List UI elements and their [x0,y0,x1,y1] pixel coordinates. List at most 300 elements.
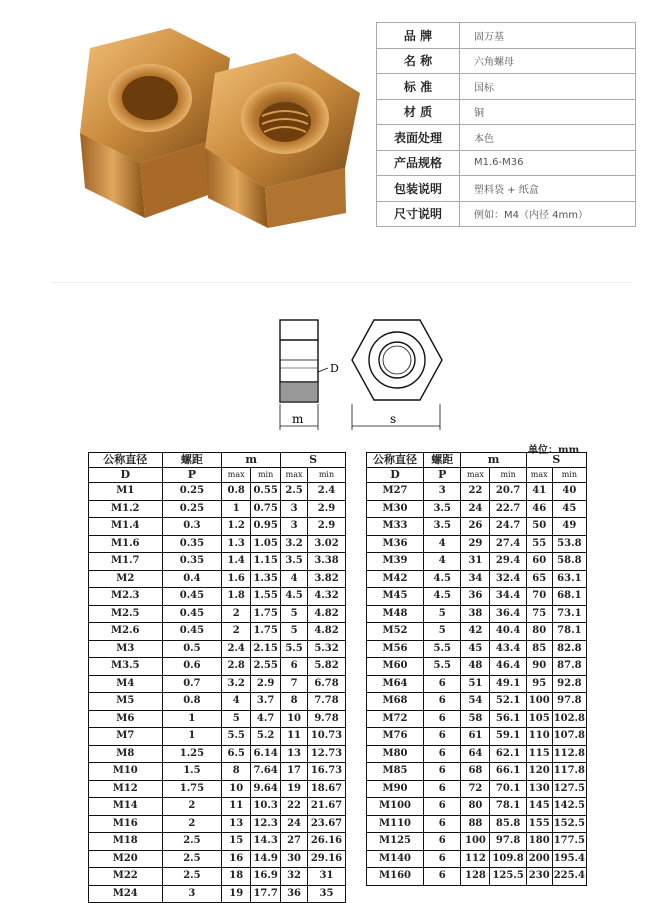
cell-s-max: 41 [526,483,552,501]
cell-nominal-diameter: M1.2 [89,500,163,518]
cell-m-max: 36 [461,588,490,606]
spec-key: 标 准 [377,74,460,100]
header-m: m [461,453,526,468]
cell-m-min: 20.7 [490,483,526,501]
spec-value: 塑料袋 + 纸盒 [460,176,636,202]
cell-s-max: 120 [526,763,552,781]
cell-s-max: 36 [281,885,308,903]
cell-s-min: 82.8 [552,640,586,658]
cell-pitch: 0.8 [162,693,222,711]
cell-m-min: 16.9 [251,868,281,886]
cell-m-min: 10.3 [251,798,281,816]
spec-value: 例如：M4（内径 4mm） [460,201,636,227]
cell-s-max: 155 [526,815,552,833]
cell-s-max: 22 [281,798,308,816]
cell-nominal-diameter: M140 [367,850,424,868]
table-row [89,570,346,588]
cell-pitch: 4.5 [424,588,461,606]
table-row [367,553,587,571]
cell-pitch: 0.3 [162,518,222,536]
cell-pitch: 2 [162,798,222,816]
cell-pitch: 2.5 [162,833,222,851]
cell-s-max: 115 [526,745,552,763]
cell-s-max: 85 [526,640,552,658]
label-d: D [330,362,339,375]
cell-pitch: 5.5 [424,640,461,658]
header-pitch: 螺距 [424,453,461,468]
cell-nominal-diameter: M1.6 [89,535,163,553]
cell-m-min: 0.55 [251,483,281,501]
cell-pitch: 6 [424,868,461,886]
spec-row [377,125,636,151]
cell-m-min: 7.64 [251,763,281,781]
cell-m-min: 4.7 [251,710,281,728]
table-row [367,500,587,518]
cell-s-max: 3.5 [281,553,308,571]
cell-m-max: 112 [461,850,490,868]
table-row [89,693,346,711]
cell-m-max: 2 [222,605,251,623]
spec-key: 尺寸说明 [377,201,460,227]
cell-nominal-diameter: M68 [367,693,424,711]
cell-s-min: 73.1 [552,605,586,623]
cell-s-max: 80 [526,623,552,641]
cell-nominal-diameter: M60 [367,658,424,676]
header-max: max [222,468,251,483]
cell-s-max: 60 [526,553,552,571]
cell-m-max: 4 [222,693,251,711]
cell-m-min: 14.3 [251,833,281,851]
cell-s-max: 5.5 [281,640,308,658]
cell-m-max: 100 [461,833,490,851]
table-row [367,658,587,676]
spec-row [377,99,636,125]
cell-m-max: 6.5 [222,745,251,763]
cell-nominal-diameter: M90 [367,780,424,798]
cell-pitch: 4.5 [424,570,461,588]
cell-s-min: 102.8 [552,710,586,728]
cell-s-max: 5 [281,623,308,641]
cell-nominal-diameter: M10 [89,763,163,781]
cell-m-max: 38 [461,605,490,623]
cell-m-max: 2 [222,623,251,641]
cell-m-min: 46.4 [490,658,526,676]
table-row [367,570,587,588]
cell-m-min: 29.4 [490,553,526,571]
cell-s-min: 31 [308,868,346,886]
cell-m-min: 66.1 [490,763,526,781]
table-row [89,500,346,518]
cell-m-max: 5.5 [222,728,251,746]
cell-pitch: 3 [424,483,461,501]
cell-pitch: 6 [424,710,461,728]
cell-nominal-diameter: M2.6 [89,623,163,641]
cell-m-max: 1.3 [222,535,251,553]
cell-m-max: 22 [461,483,490,501]
cell-s-min: 3.82 [308,570,346,588]
cell-pitch: 6 [424,693,461,711]
cell-m-min: 1.15 [251,553,281,571]
cell-s-max: 32 [281,868,308,886]
cell-s-min: 2.9 [308,518,346,536]
cell-s-max: 65 [526,570,552,588]
brass-hex-nuts-photo [40,18,360,233]
cell-nominal-diameter: M160 [367,868,424,886]
cell-m-max: 34 [461,570,490,588]
table-row [89,553,346,571]
cell-s-min: 68.1 [552,588,586,606]
header-min: min [490,468,526,483]
spec-value: 国标 [460,74,636,100]
cell-m-max: 61 [461,728,490,746]
cell-pitch: 0.7 [162,675,222,693]
cell-s-max: 100 [526,693,552,711]
cell-m-max: 1 [222,500,251,518]
cell-m-min: 27.4 [490,535,526,553]
cell-s-min: 4.32 [308,588,346,606]
cell-pitch: 6 [424,833,461,851]
cell-s-min: 4.82 [308,623,346,641]
cell-s-max: 7 [281,675,308,693]
cell-m-max: 1.4 [222,553,251,571]
cell-m-max: 128 [461,868,490,886]
cell-s-min: 87.8 [552,658,586,676]
cell-m-max: 80 [461,798,490,816]
cell-s-max: 4.5 [281,588,308,606]
cell-s-max: 70 [526,588,552,606]
cell-m-max: 54 [461,693,490,711]
cell-nominal-diameter: M125 [367,833,424,851]
cell-m-max: 29 [461,535,490,553]
cell-s-min: 45 [552,500,586,518]
cell-m-max: 58 [461,710,490,728]
cell-pitch: 5 [424,605,461,623]
cell-m-min: 34.4 [490,588,526,606]
table-row [89,710,346,728]
cell-nominal-diameter: M7 [89,728,163,746]
table-row [89,640,346,658]
cell-s-min: 26.16 [308,833,346,851]
cell-s-min: 9.78 [308,710,346,728]
cell-s-min: 97.8 [552,693,586,711]
cell-s-min: 92.8 [552,675,586,693]
cell-nominal-diameter: M5 [89,693,163,711]
header-m: m [222,453,281,468]
cell-s-min: 177.5 [552,833,586,851]
cell-s-max: 5 [281,605,308,623]
cell-pitch: 0.45 [162,588,222,606]
cell-nominal-diameter: M45 [367,588,424,606]
cell-nominal-diameter: M4 [89,675,163,693]
label-m: m [292,412,304,426]
header-s: S [281,453,346,468]
cell-s-max: 10 [281,710,308,728]
cell-m-max: 8 [222,763,251,781]
cell-s-max: 13 [281,745,308,763]
spec-value: 铜 [460,99,636,125]
cell-s-max: 230 [526,868,552,886]
spec-value: 六角螺母 [460,48,636,74]
cell-m-max: 18 [222,868,251,886]
cell-m-min: 1.35 [251,570,281,588]
table-row [367,780,587,798]
cell-m-min: 125.5 [490,868,526,886]
cell-m-max: 2.8 [222,658,251,676]
cell-nominal-diameter: M14 [89,798,163,816]
cell-m-min: 1.05 [251,535,281,553]
cell-m-min: 2.15 [251,640,281,658]
cell-nominal-diameter: M12 [89,780,163,798]
spec-row [377,74,636,100]
cell-s-max: 3 [281,500,308,518]
cell-m-min: 2.55 [251,658,281,676]
cell-nominal-diameter: M85 [367,763,424,781]
cell-pitch: 0.45 [162,623,222,641]
cell-s-min: 21.67 [308,798,346,816]
cell-pitch: 6 [424,815,461,833]
cell-s-max: 2.5 [281,483,308,501]
table-row [367,745,587,763]
cell-s-max: 30 [281,850,308,868]
header-min: min [251,468,281,483]
cell-nominal-diameter: M2.5 [89,605,163,623]
cell-s-max: 3 [281,518,308,536]
table-row [367,605,587,623]
cell-s-max: 130 [526,780,552,798]
table-row [89,728,346,746]
cell-s-min: 18.67 [308,780,346,798]
spec-value: 固万基 [460,23,636,49]
table-row [367,588,587,606]
cell-nominal-diameter: M72 [367,710,424,728]
cell-pitch: 4 [424,553,461,571]
cell-pitch: 0.5 [162,640,222,658]
table-row [367,693,587,711]
cell-m-min: 2.9 [251,675,281,693]
cell-nominal-diameter: M52 [367,623,424,641]
cell-s-min: 107.8 [552,728,586,746]
table-row [89,588,346,606]
cell-nominal-diameter: M1.7 [89,553,163,571]
header-max: max [461,468,490,483]
cell-pitch: 0.35 [162,535,222,553]
cell-s-min: 35 [308,885,346,903]
cell-m-min: 32.4 [490,570,526,588]
cell-s-max: 4 [281,570,308,588]
header-nominal-diameter: 公称直径 [89,453,163,468]
cell-s-min: 152.5 [552,815,586,833]
cell-m-min: 22.7 [490,500,526,518]
table-row [89,658,346,676]
table-row [367,675,587,693]
header-d: D [367,468,424,483]
cell-m-max: 11 [222,798,251,816]
cell-s-min: 49 [552,518,586,536]
cell-s-min: 5.32 [308,640,346,658]
cell-m-max: 2.4 [222,640,251,658]
cell-m-min: 5.2 [251,728,281,746]
cell-pitch: 5 [424,623,461,641]
table-row [367,710,587,728]
table-row [367,763,587,781]
table-row [89,780,346,798]
table-row [367,640,587,658]
table-row [367,815,587,833]
cell-s-max: 8 [281,693,308,711]
cell-pitch: 6 [424,780,461,798]
cell-s-min: 225.4 [552,868,586,886]
cell-m-max: 13 [222,815,251,833]
cell-s-max: 50 [526,518,552,536]
table-row [89,605,346,623]
table-row [367,728,587,746]
cell-pitch: 6 [424,763,461,781]
cell-pitch: 1.5 [162,763,222,781]
cell-m-max: 1.6 [222,570,251,588]
cell-nominal-diameter: M20 [89,850,163,868]
cell-m-max: 10 [222,780,251,798]
cell-nominal-diameter: M80 [367,745,424,763]
cell-m-min: 14.9 [251,850,281,868]
cell-pitch: 1.25 [162,745,222,763]
table-row [367,535,587,553]
cell-s-max: 27 [281,833,308,851]
cell-s-min: 58.8 [552,553,586,571]
spec-value: M1.6-M36 [460,150,636,176]
header-min: min [308,468,346,483]
cell-m-min: 59.1 [490,728,526,746]
spec-key: 包装说明 [377,176,460,202]
cell-pitch: 6 [424,850,461,868]
cell-m-max: 88 [461,815,490,833]
spec-key: 名 称 [377,48,460,74]
cell-s-max: 11 [281,728,308,746]
table-row [89,763,346,781]
cell-nominal-diameter: M24 [89,885,163,903]
cell-m-min: 6.14 [251,745,281,763]
cell-s-min: 195.4 [552,850,586,868]
table-row [367,623,587,641]
cell-pitch: 6 [424,745,461,763]
cell-nominal-diameter: M8 [89,745,163,763]
cell-s-min: 12.73 [308,745,346,763]
cell-pitch: 4 [424,535,461,553]
cell-s-min: 2.4 [308,483,346,501]
cell-s-min: 29.16 [308,850,346,868]
cell-pitch: 1 [162,728,222,746]
cell-nominal-diameter: M6 [89,710,163,728]
cell-m-min: 17.7 [251,885,281,903]
cell-nominal-diameter: M2 [89,570,163,588]
cell-pitch: 6 [424,728,461,746]
header-max: max [526,468,552,483]
table-row [367,798,587,816]
cell-pitch: 1.75 [162,780,222,798]
cell-pitch: 2 [162,815,222,833]
table-row [367,850,587,868]
header-p: P [424,468,461,483]
cell-s-min: 53.8 [552,535,586,553]
cell-m-min: 78.1 [490,798,526,816]
cell-pitch: 3.5 [424,500,461,518]
cell-pitch: 0.6 [162,658,222,676]
cell-m-min: 109.8 [490,850,526,868]
spec-row [377,48,636,74]
cell-m-max: 26 [461,518,490,536]
cell-pitch: 5.5 [424,658,461,676]
cell-s-min: 117.8 [552,763,586,781]
cell-m-min: 12.3 [251,815,281,833]
cell-m-max: 0.8 [222,483,251,501]
cell-nominal-diameter: M64 [367,675,424,693]
spec-value: 本色 [460,125,636,151]
table-row [89,868,346,886]
section-divider [52,282,632,283]
cell-s-min: 78.1 [552,623,586,641]
cell-m-min: 56.1 [490,710,526,728]
cell-pitch: 0.4 [162,570,222,588]
cell-s-min: 16.73 [308,763,346,781]
cell-m-min: 52.1 [490,693,526,711]
cell-m-max: 16 [222,850,251,868]
cell-s-min: 7.78 [308,693,346,711]
cell-m-max: 72 [461,780,490,798]
cell-m-max: 5 [222,710,251,728]
header-min: min [552,468,586,483]
cell-m-max: 31 [461,553,490,571]
table-row [89,798,346,816]
cell-m-min: 40.4 [490,623,526,641]
cell-s-max: 75 [526,605,552,623]
dimension-table-right [366,452,587,886]
cell-s-max: 3.2 [281,535,308,553]
cell-s-min: 112.8 [552,745,586,763]
spec-row [377,23,636,49]
table-row [367,483,587,501]
dimension-table-left-body [89,483,346,903]
cell-s-min: 5.82 [308,658,346,676]
spec-key: 材 质 [377,99,460,125]
spec-row [377,150,636,176]
header-row [89,453,346,468]
cell-m-max: 1.8 [222,588,251,606]
spec-key: 产品规格 [377,150,460,176]
cell-s-max: 110 [526,728,552,746]
cell-nominal-diameter: M16 [89,815,163,833]
cell-s-min: 127.5 [552,780,586,798]
cell-nominal-diameter: M18 [89,833,163,851]
cell-m-min: 24.7 [490,518,526,536]
cell-m-min: 1.75 [251,605,281,623]
cell-s-min: 63.1 [552,570,586,588]
cell-m-min: 49.1 [490,675,526,693]
table-row [367,518,587,536]
cell-s-max: 200 [526,850,552,868]
cell-nominal-diameter: M27 [367,483,424,501]
cell-s-max: 180 [526,833,552,851]
spec-table [376,22,636,227]
cell-pitch: 3.5 [424,518,461,536]
table-row [89,623,346,641]
hex-nut-technical-drawing [262,312,452,440]
cell-m-min: 1.75 [251,623,281,641]
cell-s-min: 10.73 [308,728,346,746]
cell-s-max: 90 [526,658,552,676]
table-row [89,850,346,868]
right-nut [205,53,360,228]
cell-nominal-diameter: M2.3 [89,588,163,606]
cell-nominal-diameter: M36 [367,535,424,553]
